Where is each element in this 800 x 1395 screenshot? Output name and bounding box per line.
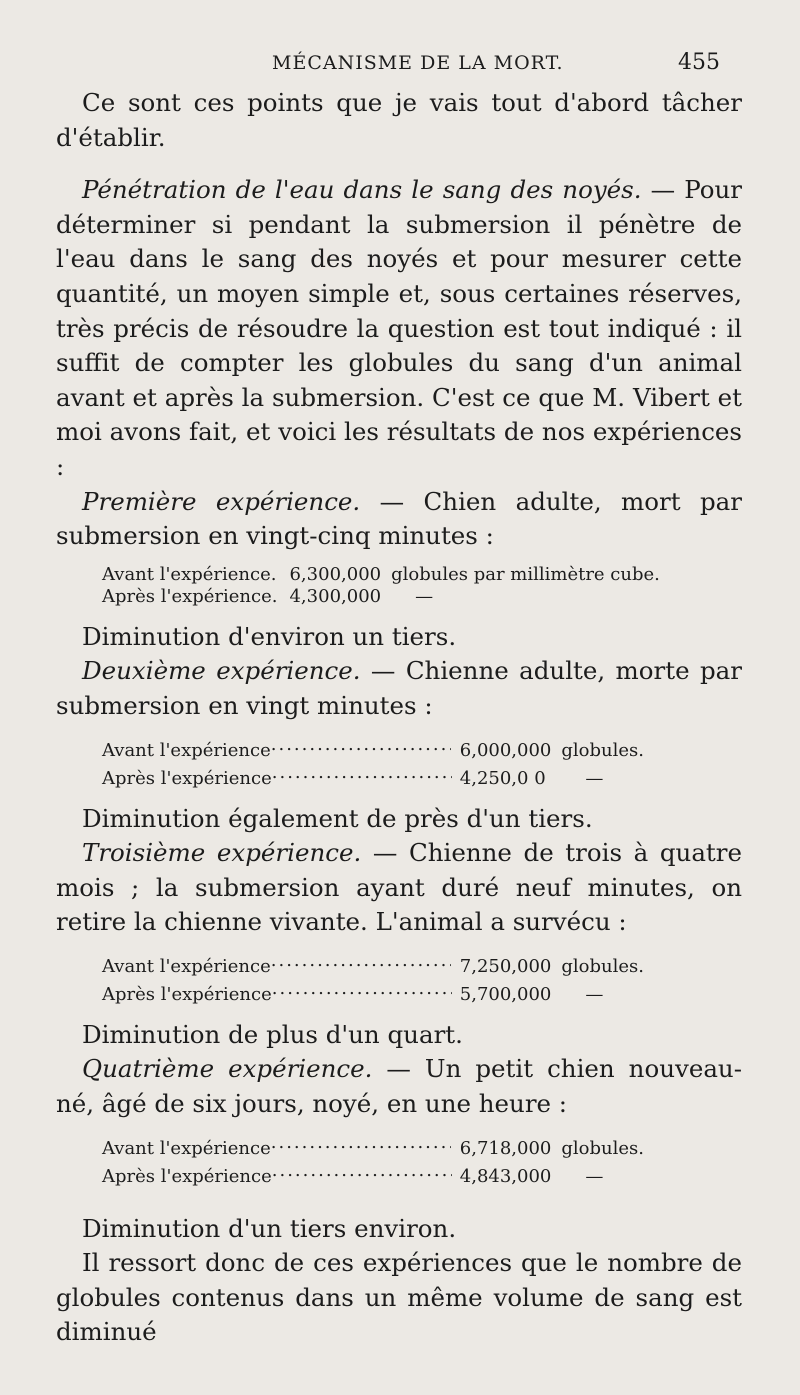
paragraph-experiment-1: [56, 485, 742, 554]
table-row: [102, 978, 644, 1006]
row-label: Après l'expérience.....: [102, 1160, 452, 1188]
row-label: Avant l'expérience.....: [102, 1132, 452, 1160]
row-label: Après l'expérience.....: [102, 762, 452, 790]
row-unit: globules par millimètre cube.: [391, 563, 660, 585]
table-row: [102, 564, 660, 586]
experiment-1-result: Diminution d'environ un tiers.: [82, 621, 457, 651]
row-label: Avant l'expérience.....: [102, 950, 452, 978]
table-row: [102, 950, 644, 978]
row-unit: —: [585, 1165, 604, 1187]
experiment-3-result: Diminution de plus d'un quart.: [82, 1019, 463, 1049]
experiment-3-text: — Chienne de trois à quatre mois ; la submersion ayant duré neuf minutes, on retire la chienne vivante. L'animal a survécu :: [56, 838, 742, 937]
paragraph-experiment-3: [56, 836, 742, 940]
row-value: 7,250,000: [459, 955, 552, 977]
experiment-1-title: Première expérience.: [82, 486, 361, 516]
row-label: Avant l'expérience.....: [102, 734, 452, 762]
paragraph-experiment-4: [56, 1052, 742, 1121]
row-unit: —: [585, 983, 604, 1005]
experiment-4-title: Quatrième expérience.: [82, 1054, 373, 1084]
experiment-4-table: [56, 1132, 742, 1188]
experiment-4-text: — Un petit chien nouveau-né, âgé de six jours, noyé, en une heure :: [56, 1054, 742, 1119]
row-unit: —: [415, 585, 434, 607]
table-row: [102, 762, 644, 790]
paragraph-penetration: [56, 173, 742, 484]
paragraph-conclusion: Il ressort donc de ces expériences que le nombre de globules contenus dans un même volume de sang est diminué: [56, 1248, 742, 1347]
table-row: [102, 1160, 644, 1188]
experiment-3-table: [56, 950, 742, 1006]
experiment-2-text: — Chienne adulte, morte par submersion en vingt minutes :: [56, 656, 742, 720]
paragraph-intro: Ce sont ces points que je vais tout d'abord tâcher d'établir.: [56, 88, 742, 152]
table-row: [102, 586, 660, 608]
paragraph-experiment-2: [56, 654, 742, 723]
body-text: [56, 86, 742, 1350]
table-row: [102, 734, 644, 762]
section-title: Pénétration de l'eau dans le sang des noyés.: [82, 175, 642, 205]
row-value: 4,843,000: [459, 1165, 552, 1187]
row-label: Avant l'expérience.: [102, 563, 277, 585]
running-title: MÉCANISME DE LA MORT.: [272, 52, 564, 74]
row-unit: globules.: [561, 955, 644, 977]
row-value: 6,000,000: [459, 739, 552, 761]
experiment-2-table: [56, 734, 742, 790]
table-row: [102, 1132, 644, 1160]
row-value: 4,300,000: [289, 585, 382, 607]
experiment-4-result: Diminution d'un tiers environ.: [82, 1213, 457, 1243]
experiment-1-table: [56, 564, 742, 608]
page-header: [0, 50, 800, 80]
row-label: Après l'expérience.....: [102, 978, 452, 1006]
row-unit: —: [585, 767, 604, 789]
experiment-2-title: Deuxième expérience.: [82, 656, 361, 686]
page-number: 455: [678, 50, 720, 75]
experiment-1-text: — Chien adulte, mort par submersion en vingt-cinq minutes :: [56, 486, 742, 551]
experiment-2-result: Diminution également de près d'un tiers.: [82, 803, 593, 833]
row-unit: globules.: [561, 739, 644, 761]
row-value: 5,700,000: [459, 983, 552, 1005]
row-label: Après l'expérience.: [102, 585, 278, 607]
experiment-3-title: Troisième expérience.: [82, 838, 362, 868]
row-value: 4,250,0 0: [459, 767, 546, 789]
row-unit: globules.: [561, 1137, 644, 1159]
row-value: 6,718,000: [459, 1137, 552, 1159]
row-value: 6,300,000: [289, 563, 382, 585]
section-text: — Pour déterminer si pendant la submersion il pénètre de l'eau dans le sang des noyés et pour mesurer cette quantité, un moyen simple et, sous certaines réserves, très précis de résoudre la question est tout indiqué : il suffit de compter les globules du sang d'un animal avant et après la submersion. C'est ce que M. Vibert et moi avons fait, et voici les résultats de nos expériences :: [56, 175, 742, 481]
